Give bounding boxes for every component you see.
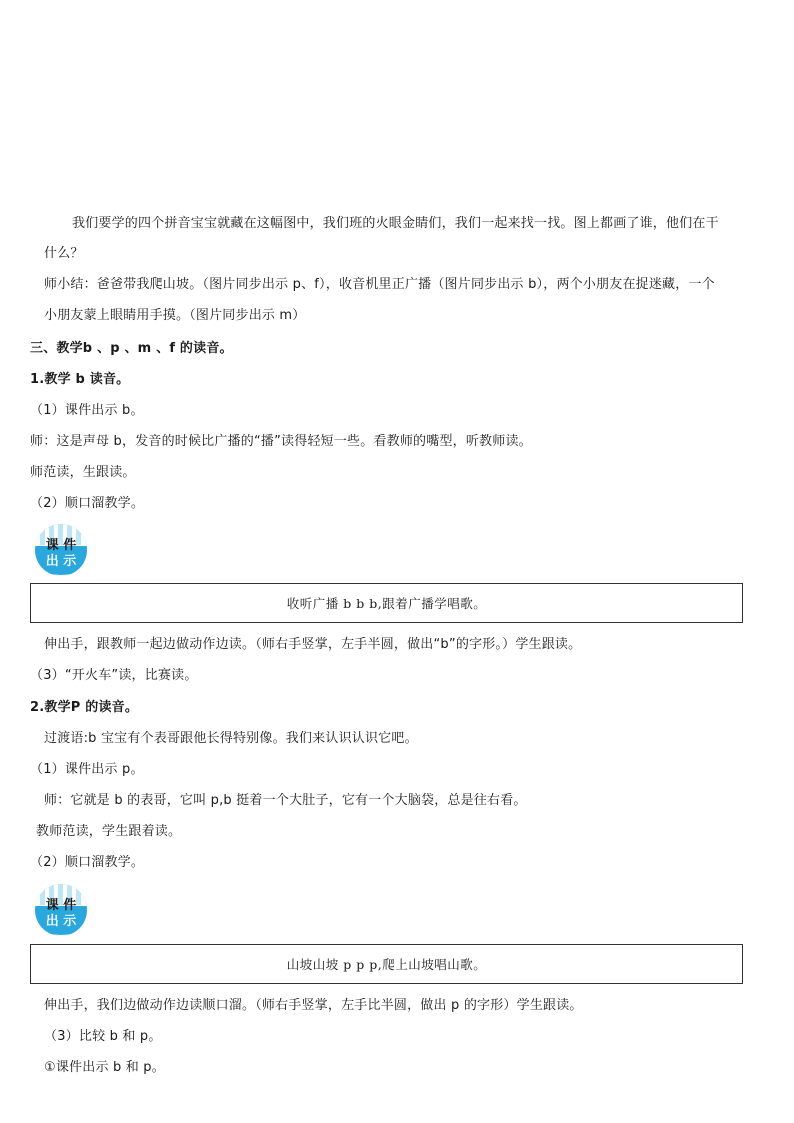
- courseware-badge-icon: [32, 883, 90, 937]
- intro-paragraph-line2: 什么？: [44, 246, 84, 261]
- part1-heading: 1.教学 b 读音。: [30, 372, 130, 387]
- rhyme-text-p: 山坡山坡 p p p,爬上山坡唱山歌。: [286, 957, 487, 972]
- part2-heading: 2.教学P 的读音。: [30, 700, 139, 715]
- part2-teacher: 师：它就是 b 的表哥，它叫 p,b 挺着一个大肚子，它有一个大脑袋，总是往右看。: [44, 793, 527, 808]
- part2-gesture: 伸出手，我们边做动作边读顺口溜。（师右手竖掌，左手比半圆，做出 p 的字形）学生跟读。: [44, 998, 583, 1013]
- courseware-badge-icon: [32, 523, 90, 577]
- part2-step3: （3）比较 b 和 p。: [44, 1029, 162, 1044]
- section3-heading: 三、教学b 、p 、m 、f 的读音。: [30, 341, 233, 356]
- rhyme-box-p: [30, 944, 743, 984]
- part2-sub1: ①课件出示 b 和 p。: [44, 1060, 165, 1075]
- part2-step2: （2）顺口溜教学。: [30, 855, 145, 870]
- part1-step3: （3）“开火车”读，比赛读。: [30, 668, 198, 683]
- part2-step1: （1）课件出示 p。: [30, 762, 144, 777]
- rhyme-text-b: 收听广播 b b b,跟着广播学唱歌。: [286, 596, 487, 611]
- part2-read: 教师范读，学生跟着读。: [36, 824, 182, 839]
- badge-text-line1: 课 件: [45, 898, 77, 913]
- rhyme-box-b: [30, 583, 743, 623]
- summary-paragraph-line1: 师小结：爸爸带我爬山坡。（图片同步出示 p、f），收音机里正广播（图片同步出示 b），两个小朋友在捉迷藏，一个: [44, 277, 715, 292]
- badge-text-line1: 课 件: [45, 538, 77, 553]
- part2-transition: 过渡语:b 宝宝有个表哥跟他长得特别像。我们来认识认识它吧。: [44, 731, 418, 746]
- part1-read: 师范读，生跟读。: [30, 465, 136, 480]
- part1-teacher: 师：这是声母 b，发音的时候比广播的“播”读得轻短一些。看教师的嘴型，听教师读。: [30, 434, 532, 449]
- part1-gesture: 伸出手，跟教师一起边做动作边读。（师右手竖掌，左手半圆，做出“b”的字形。）学生跟读。: [44, 637, 582, 652]
- part1-step2: （2）顺口溜教学。: [30, 496, 145, 511]
- badge-text-line2: 出 示: [45, 554, 77, 569]
- summary-paragraph-line2: 小朋友蒙上眼睛用手摸。（图片同步出示 m）: [44, 308, 306, 323]
- intro-paragraph-line1: 我们要学的四个拼音宝宝就藏在这幅图中，我们班的火眼金睛们，我们一起来找一找。图上都画了谁，他们在干: [72, 216, 719, 231]
- part1-step1: （1）课件出示 b。: [30, 403, 144, 418]
- badge-text-line2: 出 示: [45, 914, 77, 929]
